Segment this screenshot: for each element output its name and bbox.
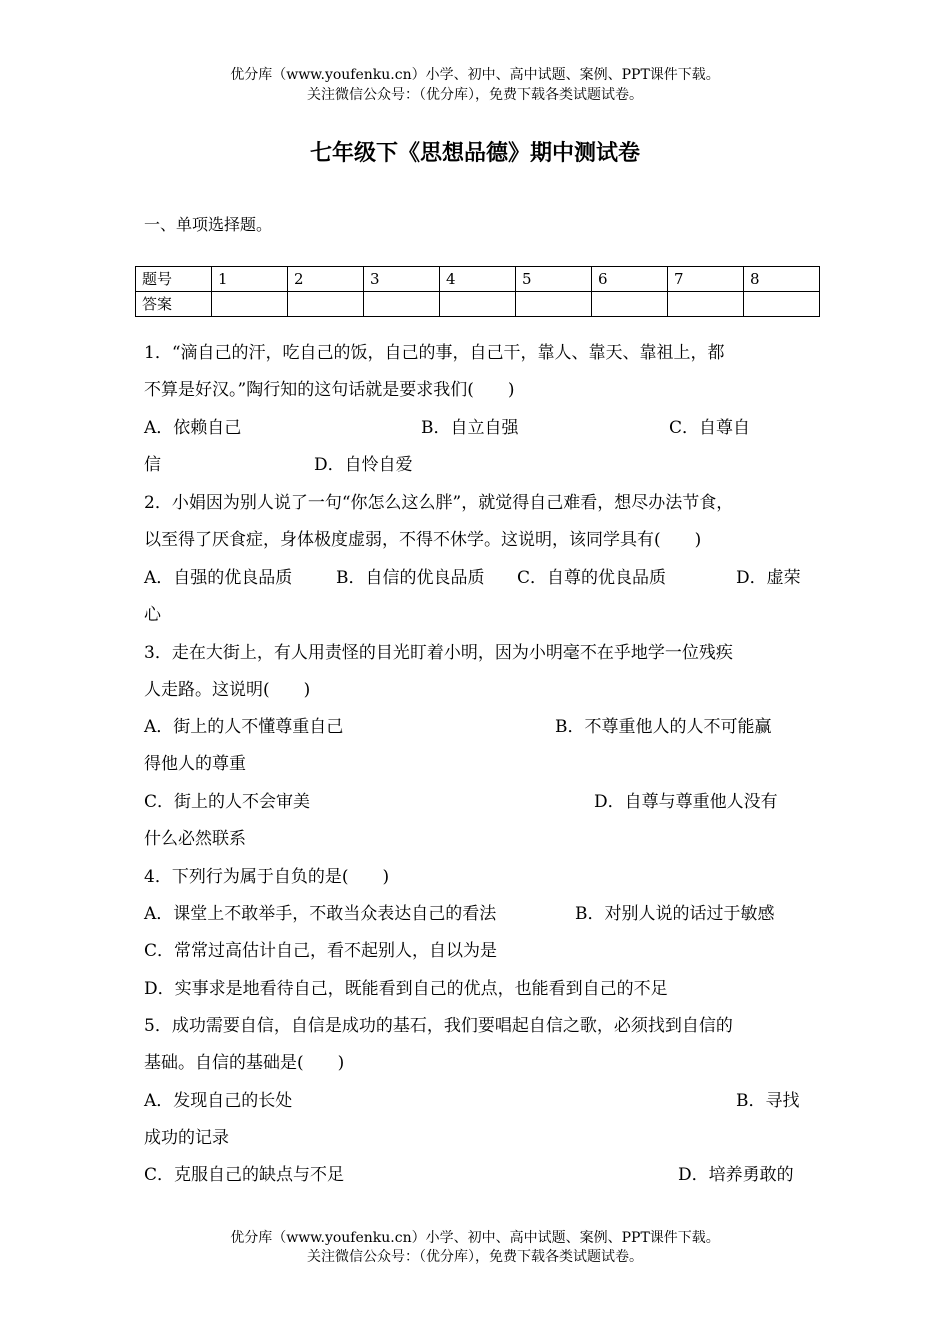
option-d: D．培养勇敢的 bbox=[678, 1165, 794, 1185]
option-b: B．不尊重他人的人不可能赢 bbox=[555, 717, 772, 737]
answer-cell[interactable] bbox=[592, 292, 668, 317]
question-5-text: 基础。自信的基础是( ) bbox=[144, 1053, 345, 1073]
table-row bbox=[136, 267, 820, 292]
option-b: B．自信的优良品质 bbox=[336, 568, 485, 588]
option-b-cont: 得他人的尊重 bbox=[144, 754, 246, 774]
option-a: A．发现自己的长处 bbox=[144, 1091, 293, 1111]
option-a: A．依赖自己 bbox=[144, 418, 242, 438]
option-b: B．自立自强 bbox=[421, 418, 519, 438]
table-row bbox=[136, 292, 820, 317]
answer-cell[interactable] bbox=[364, 292, 440, 317]
option-a: A．课堂上不敢举手，不敢当众表达自己的看法 bbox=[144, 904, 497, 924]
option-a: A．自强的优良品质 bbox=[144, 568, 293, 588]
option-d: D．虚荣 bbox=[736, 568, 801, 588]
option-d-cont: 心 bbox=[144, 605, 161, 625]
table-label-cell: 题号 bbox=[136, 267, 212, 292]
table-number-cell: 5 bbox=[516, 267, 592, 292]
table-label-cell: 答案 bbox=[136, 292, 212, 317]
question-1-text: 1．“滴自己的汗，吃自己的饭，自己的事，自己干，靠人、靠天、靠祖上，都 bbox=[144, 343, 725, 363]
option-b-cont: 成功的记录 bbox=[144, 1128, 229, 1148]
table-number-cell: 6 bbox=[592, 267, 668, 292]
option-c-cont: 信 bbox=[144, 455, 161, 475]
table-number-cell: 2 bbox=[288, 267, 364, 292]
question-2-text: 以至得了厌食症，身体极度虚弱，不得不休学。这说明，该同学具有( ) bbox=[144, 530, 702, 550]
answer-cell[interactable] bbox=[744, 292, 820, 317]
option-c: C．街上的人不会审美 bbox=[144, 792, 311, 812]
option-b: B．寻找 bbox=[736, 1091, 800, 1111]
question-4-text: 4．下列行为属于自负的是( ) bbox=[144, 867, 390, 887]
question-2-text: 2．小娟因为别人说了一句“你怎么这么胖”，就觉得自己难看，想尽办法节食， bbox=[144, 493, 734, 513]
answer-cell[interactable] bbox=[212, 292, 288, 317]
section-heading: 一、单项选择题。 bbox=[144, 215, 273, 234]
table-number-cell: 7 bbox=[668, 267, 744, 292]
table-number-cell: 8 bbox=[744, 267, 820, 292]
option-a: A．街上的人不懂尊重自己 bbox=[144, 717, 344, 737]
option-d: D．自尊与尊重他人没有 bbox=[594, 792, 778, 812]
answer-cell[interactable] bbox=[668, 292, 744, 317]
option-c: C．常常过高估计自己，看不起别人，自以为是 bbox=[144, 941, 498, 961]
option-d: D．自怜自爱 bbox=[314, 455, 413, 475]
option-d-cont: 什么必然联系 bbox=[144, 829, 246, 849]
option-c: C．自尊的优良品质 bbox=[517, 568, 667, 588]
table-number-cell: 1 bbox=[212, 267, 288, 292]
option-c: C．自尊自 bbox=[669, 418, 751, 438]
page-footer-line1: 优分库（www.youfenku.cn）小学、初中、高中试题、案例、PPT课件下载。 bbox=[230, 1230, 720, 1246]
table-number-cell: 4 bbox=[440, 267, 516, 292]
option-b: B．对别人说的话过于敏感 bbox=[575, 904, 775, 924]
page-title: 七年级下《思想品德》期中测试卷 bbox=[309, 140, 640, 166]
question-1-text: 不算是好汉。”陶行知的这句话就是要求我们( ) bbox=[144, 380, 515, 400]
option-c: C．克服自己的缺点与不足 bbox=[144, 1165, 345, 1185]
page-header-line2: 关注微信公众号：（优分库），免费下载各类试题试卷。 bbox=[307, 87, 643, 103]
answer-cell[interactable] bbox=[516, 292, 592, 317]
option-d: D．实事求是地看待自己，既能看到自己的优点，也能看到自己的不足 bbox=[144, 979, 668, 999]
page-header-line1: 优分库（www.youfenku.cn）小学、初中、高中试题、案例、PPT课件下载。 bbox=[230, 67, 720, 83]
table-number-cell: 3 bbox=[364, 267, 440, 292]
question-3-text: 人走路。这说明( ) bbox=[144, 680, 311, 700]
answer-table bbox=[135, 266, 820, 317]
answer-cell[interactable] bbox=[288, 292, 364, 317]
question-5-text: 5．成功需要自信，自信是成功的基石，我们要唱起自信之歌，必须找到自信的 bbox=[144, 1016, 733, 1036]
page-footer-line2: 关注微信公众号：（优分库），免费下载各类试题试卷。 bbox=[307, 1249, 643, 1265]
answer-cell[interactable] bbox=[440, 292, 516, 317]
question-3-text: 3．走在大街上，有人用责怪的目光盯着小明，因为小明毫不在乎地学一位残疾 bbox=[144, 643, 733, 663]
